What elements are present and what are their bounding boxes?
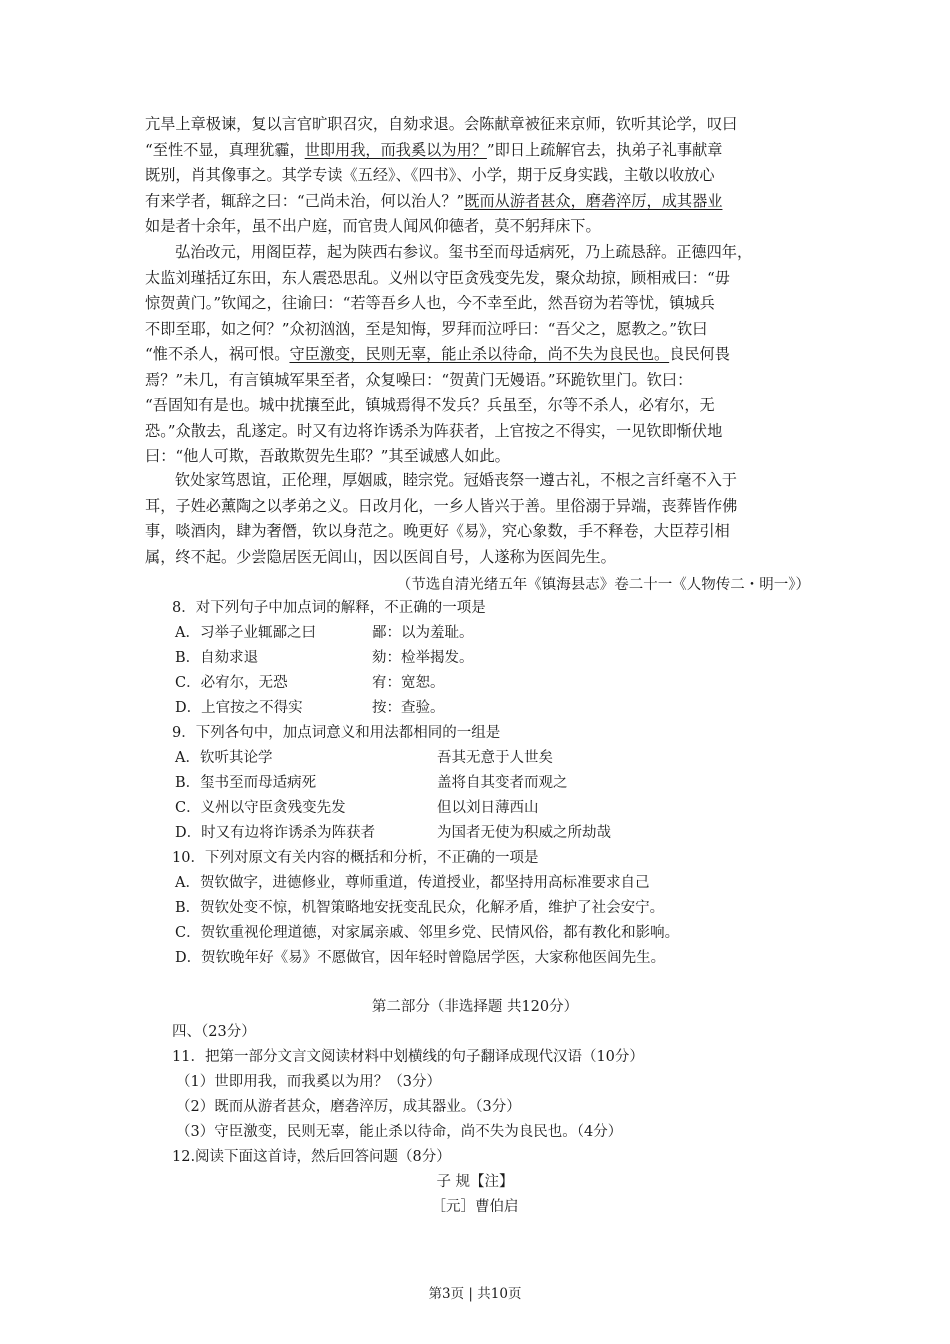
question-10-option-d: D．贺钦晚年好《易》不愿做官，因年轻时曾隐居学医，大家称他医闾先生。 — [175, 950, 666, 966]
text-line: 如是者十余年，虽不出户庭，而官贵人闻风仰德者，莫不躬拜床下。 — [145, 217, 601, 235]
text-line: “至性不显，真理犹霾，世即用我，而我奚以为用？”即日上疏解官去，执弟子礼事献章 — [145, 140, 723, 159]
poem-title: 子 规【注】 — [436, 1174, 514, 1190]
question-8-option-c: C．必宥尔，无恐 — [175, 675, 288, 691]
underlined-sentence-2: 既而从游者甚众，磨砻淬厉，成其器业 — [464, 191, 723, 210]
question-8-option-b-gloss: 劾：检举揭发。 — [372, 650, 474, 666]
question-9-option-d-pair: 为国者无使为积威之所劫哉 — [437, 825, 611, 841]
question-11-item-1: （1）世即用我，而我奚以为用？（3分） — [176, 1074, 441, 1090]
page-footer: 第3页 | 共10页 — [428, 1286, 522, 1302]
text-line: 有来学者，辄辞之曰：“己尚未治，何以治人？”既而从游者甚众，磨砻淬厉，成其器业 — [145, 191, 723, 210]
question-12-stem: 12.阅读下面这首诗，然后回答问题（8分） — [172, 1149, 451, 1165]
text-line: 惊贺黄门。”钦闻之，往谕曰：“若等吾乡人也，今不幸至此，然吾窃为若等忧，镇城兵 — [145, 294, 715, 312]
text-line: 焉？”未几，有言镇城军果至者，众复噪曰：“贺黄门无嫚语。”环跪钦里门。钦曰： — [145, 370, 693, 389]
question-10-option-a: A．贺钦做字，进德修业，尊师重道，传道授业，都坚持用高标准要求自己 — [175, 875, 650, 891]
text-line: “惟不杀人，祸可恨。守臣激变，民则无辜，能止杀以待命，尚不失为良民也。良民何畏 — [145, 345, 730, 363]
question-8-option-d: D．上官按之不得实 — [175, 700, 303, 716]
question-9-stem: 9．下列各句中，加点词意义和用法都相同的一组是 — [172, 725, 501, 741]
text-line: 钦处家笃恩谊，正伦理，厚姻戚，睦宗党。冠婚丧祭一遵古礼，不根之言纤毫不入于 — [175, 471, 737, 489]
question-8-option-b: B．自劾求退 — [175, 650, 259, 666]
text-line: “吾固知有是也。城中扰攘至此，镇城焉得不发兵？兵虽至，尔等不杀人，必宥尔，无 — [145, 396, 715, 414]
question-10-option-c: C．贺钦重视伦理道德，对家属亲戚、邻里乡党、民情风俗，都有教化和影响。 — [175, 925, 680, 941]
question-8-option-a-gloss: 鄙：以为羞耻。 — [372, 625, 474, 641]
passage-paragraph-3 — [145, 468, 810, 570]
text-line: 弘治改元，用阁臣荐，起为陕西右参议。玺书至而母适病死，乃上疏恳辞。正德四年， — [175, 243, 753, 261]
underlined-sentence-3: 守臣激变，民则无辜，能止杀以待命，尚不失为良民也。 — [289, 345, 670, 363]
question-11-item-3: （3）守臣激变，民则无辜，能止杀以待命，尚不失为良民也。（4分） — [176, 1124, 623, 1140]
passage-source: （节选自清光绪五年《镇海县志》卷二十一《人物传二・明一》） — [396, 577, 810, 593]
text-line: 属，终不起。少尝隐居医无闾山，因以医闾自号，人遂称为医闾先生。 — [145, 547, 616, 566]
question-9-option-a: A．钦听其论学 — [175, 750, 273, 766]
question-8-option-c-gloss: 宥：宽恕。 — [372, 675, 445, 691]
question-11-item-2: （2）既而从游者甚众，磨砻淬厉，成其器业。（3分） — [176, 1099, 521, 1115]
question-9-option-c-pair: 但以刘日薄西山 — [437, 800, 539, 816]
question-8-option-d-gloss: 按：查验。 — [372, 700, 445, 716]
question-9-option-b-pair: 盖将自其变者而观之 — [437, 775, 568, 791]
text-line: 既别，肖其像事之。其学专读《五经》、《四书》、小学，期于反身实践，主敬以收放心 — [145, 166, 715, 184]
underlined-sentence-1: 世即用我，而我奚以为用？ — [304, 140, 487, 159]
text-line: 曰：“他人可欺，吾敢欺贺先生耶？”其至诚感人如此。 — [145, 447, 510, 465]
question-10-stem: 10．下列对原文有关内容的概括和分析，不正确的一项是 — [172, 850, 539, 866]
text-line: 耳，子姓必薰陶之以孝弟之义。日改月化，一乡人皆兴于善。里俗溺于异端，丧葬皆作佛 — [145, 496, 738, 515]
question-9-option-d: D．时又有边将诈诱杀为阵获者 — [175, 825, 376, 841]
question-9-option-a-pair: 吾其无意于人世矣 — [437, 750, 553, 766]
section-4-heading: 四、（23分） — [172, 1024, 256, 1040]
part-2-heading: 第二部分（非选择题 共120分） — [371, 999, 579, 1015]
passage-paragraph-2 — [145, 240, 810, 470]
question-9-option-b: B．玺书至而母适病死 — [175, 775, 317, 791]
text-line: 事，啖酒肉，肆为奢僭，钦以身范之。晚更好《易》，究心象数，手不释卷，大臣荐引相 — [145, 522, 730, 540]
text-line: 太监刘瑾括辽东田，东人震恐思乱。义州以守臣贪残变先发，聚众劫掠，顾相戒曰：“毋 — [145, 268, 730, 287]
question-10-option-b: B．贺钦处变不惊，机智策略地安抚变乱民众，化解矛盾，维护了社会安宁。 — [175, 900, 665, 916]
question-8-stem: 8．对下列句子中加点词的解释，不正确的一项是 — [172, 600, 486, 616]
question-8-option-a: A．习举子业辄鄙之曰 — [175, 625, 316, 641]
passage-paragraph-1 — [145, 112, 810, 240]
poem-author: ［元］曹伯启 — [431, 1199, 519, 1215]
text-line: 恐。”众散去，乱遂定。时又有边将诈诱杀为阵获者，上官按之不得实，一见钦即惭伏地 — [145, 421, 723, 440]
text-line: 亢旱上章极谏，复以言官旷职召灾，自劾求退。会陈献章被征来京师，钦听其论学，叹曰 — [145, 115, 738, 133]
question-11-stem: 11．把第一部分文言文阅读材料中划横线的句子翻译成现代汉语（10分） — [172, 1049, 644, 1065]
text-line: 不即至耶，如之何？”众初汹汹，至是知悔，罗拜而泣呼曰：“吾父之，愿教之。”钦曰 — [145, 319, 708, 338]
question-9-option-c: C．义州以守臣贪残变先发 — [175, 800, 346, 816]
